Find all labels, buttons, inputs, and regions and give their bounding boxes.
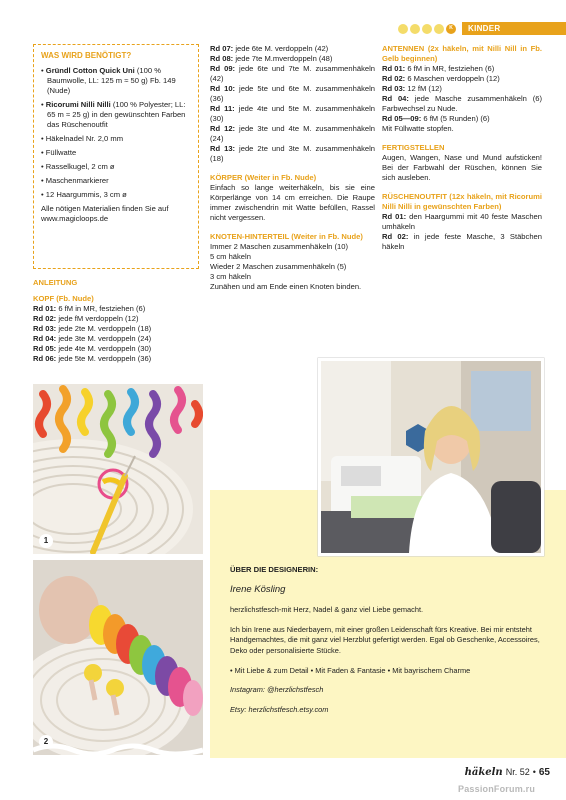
page-number: 65 <box>538 767 550 778</box>
list-item: • Gründl Cotton Quick Uni (100 % Baumwolle, LL: 125 m ≈ 50 g) Fb. 149 (Nude) <box>41 66 191 96</box>
section-header <box>398 22 566 35</box>
magazine-name: häkeln <box>464 767 503 778</box>
round-row: Rd 04: jede 3te M. verdoppeln (24) <box>33 334 152 344</box>
list-item: • Rasselkugel, 2 cm ø <box>41 162 191 172</box>
knoten-title: KNOTEN-HINTERTEIL (Weiter in Fb. Nude) <box>210 232 363 242</box>
round-row: Rd 11: jede 4te und 5te M. zusammenhäkeln (30) <box>210 104 375 124</box>
knoten-line: 5 cm häkeln <box>210 252 251 262</box>
round-row: Rd 13: jede 2te und 3te M. zusammenhäkeln (18) <box>210 144 375 164</box>
instructions-column-2 <box>210 44 375 292</box>
list-item: • Ricorumi Nilli Nilli (100 % Polyester; LL: 65 m ≈ 25 g) in den gewünschten Farben das Rüschenoutfit <box>41 100 191 130</box>
section-label: KINDER <box>462 22 566 35</box>
designer-paragraph: • Mit Liebe & zum Detail • Mit Faden & Fantasie • Mit bayrischem Charme <box>230 665 471 675</box>
round-row: Rd 02: jede fM verdoppeln (12) <box>33 314 139 324</box>
knoten-line: Wieder 2 Maschen zusammenhäkeln (5) <box>210 262 347 272</box>
designer-etsy: Etsy: herzlichstfesch.etsy.com <box>230 705 329 715</box>
round-row: Rd 03: 12 fM (12) <box>382 84 442 94</box>
round-row: Rd 02: 6 Maschen verdoppeln (12) <box>382 74 500 84</box>
materials-title: WAS WIRD BENÖTIGT? <box>41 51 132 60</box>
designer-photo <box>318 358 544 556</box>
photo-illustration <box>33 384 203 554</box>
footer-bullet: • <box>532 767 536 777</box>
knoten-line: Zunähen und am Ende einen Knoten binden. <box>210 282 362 292</box>
list-item: • Maschenmarkierer <box>41 176 191 186</box>
koerper-text: Einfach so lange weiterhäkeln, bis sie eine Körperlänge von 14 cm erreichen. Die Raupe immer zwischendrin mit Watte befüllen, Rassel nicht vergessen. <box>210 183 375 223</box>
instructions-column-3 <box>382 44 542 252</box>
photo-number: 2 <box>39 735 53 749</box>
koerper-title: KÖRPER (Weiter in Fb. Nude) <box>210 173 317 183</box>
issue-number: Nr. 52 <box>505 767 530 777</box>
nav-dot <box>422 24 432 34</box>
round-row: Rd 04: jede Masche zusammenhäkeln (6) Farbwechsel zu Nude. <box>382 94 542 114</box>
round-row: Rd 05: jede 4te M. verdoppeln (30) <box>33 344 152 354</box>
round-row: Rd 09: jede 6te und 7te M. zusammenhäkeln (42) <box>210 64 375 84</box>
round-row: Rd 08: jede 7te M.mverdoppeln (48) <box>210 54 333 64</box>
photo-caterpillar-toy <box>33 560 203 755</box>
round-row: Rd 03: jede 2te M. verdoppeln (18) <box>33 324 152 334</box>
fertig-title: FERTIGSTELLEN <box>382 143 445 153</box>
photo-illustration <box>33 560 203 755</box>
nav-dot <box>398 24 408 34</box>
materials-note: Alle nötigen Materialien finden Sie auf www.magicloops.de <box>41 203 169 223</box>
photo-ruffles-crochet <box>33 384 203 554</box>
round-row: Rd 01: den Haargummi mit 40 feste Maschen umhäkeln <box>382 212 542 232</box>
watermark: PassionForum.ru <box>458 784 536 794</box>
anleitung-title: ANLEITUNG <box>33 278 78 287</box>
knoten-line: Immer 2 Maschen zusammenhäkeln (10) <box>210 242 349 252</box>
ruesch-title: RÜSCHENOUTFIT (12x häkeln, mit Ricorumi Nilli Nilli in gewünschten Farben) <box>382 192 542 212</box>
designer-paragraph: herzlichstfesch-mit Herz, Nadel & ganz viel Liebe gemacht. <box>230 604 424 614</box>
antennen-end: Mit Füllwatte stopfen. <box>382 124 454 134</box>
list-item: • Füllwatte <box>41 148 191 158</box>
round-row: Rd 06: jede 5te M. verdoppeln (36) <box>33 354 152 364</box>
designer-paragraph: Ich bin Irene aus Niederbayern, mit einer großen Leidenschaft fürs Kreative. Bei mir entsteht Handgemachtes, die mit ganz viel Herzblut gefertigt werden. Egal ob Geschenke, Accessoires, Deko oder personalisierte Stücke. <box>230 624 540 655</box>
designer-heading: ÜBER DIE DESIGNERIN: <box>230 565 319 574</box>
materials-box <box>33 44 199 269</box>
round-row: Rd 07: jede 6te M. verdoppeln (42) <box>210 44 329 53</box>
round-row: Rd 01: 6 fM in MR, festziehen (6) <box>382 64 495 74</box>
photo-number: 1 <box>39 534 53 548</box>
list-item: • Häkelnadel Nr. 2,0 mm <box>41 134 191 144</box>
designer-name: Irene Kösling <box>230 584 286 595</box>
round-row: Rd 12: jede 3te und 4te M. zusammenhäkeln (24) <box>210 124 375 144</box>
round-row: Rd 02: in jede feste Masche, 3 Stäbchen häkeln <box>382 232 542 252</box>
round-row: Rd 01: 6 fM in MR, festziehen (6) <box>33 304 146 314</box>
nav-dot <box>410 24 420 34</box>
photo-illustration <box>321 361 541 553</box>
kopf-title: KOPF (Fb. Nude) <box>33 294 94 304</box>
page-footer <box>430 766 550 779</box>
list-item: • 12 Haargummis, 3 cm ø <box>41 190 191 200</box>
knoten-line: 3 cm häkeln <box>210 272 251 282</box>
nav-dot-active: K <box>446 24 456 34</box>
designer-instagram: Instagram: @herzlichstfesch <box>230 685 324 695</box>
round-row: Rd 10: jede 5te und 6te M. zusammenhäkeln (36) <box>210 84 375 104</box>
materials-list <box>41 66 191 200</box>
instructions-column-1 <box>33 278 201 364</box>
round-row: Rd 05—09: 6 fM (5 Runden) (6) <box>382 114 490 124</box>
fertig-text: Augen, Wangen, Nase und Mund aufsticken! Bei der Farbwahl der Rüschen, können Sie sich ausleben. <box>382 153 542 183</box>
designer-text <box>230 564 548 725</box>
nav-dot <box>434 24 444 34</box>
antennen-title: ANTENNEN (2x häkeln, mit Nilli Nill in Fb. Gelb beginnen) <box>382 44 542 64</box>
